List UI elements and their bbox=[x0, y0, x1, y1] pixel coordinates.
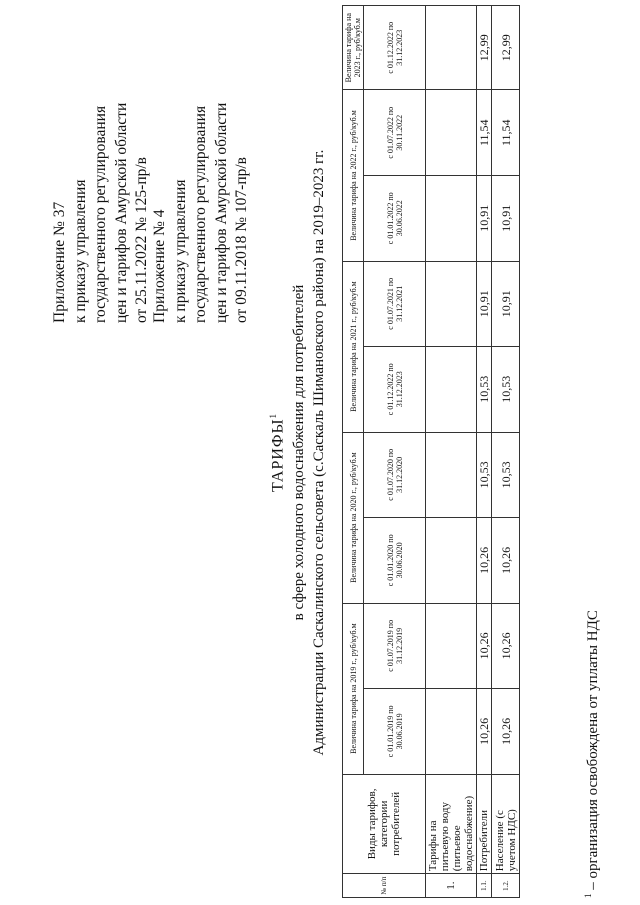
tariff-value: 12,99 bbox=[492, 6, 520, 90]
header-2020: Величина тарифа на 2020 г., руб/куб.м bbox=[343, 432, 364, 603]
title-subtitle-org: Администрации Саскалинского сельсовета (с.Саскаль Шимановского района) на 2019–2023 гг. bbox=[311, 149, 328, 756]
table-section-row bbox=[426, 6, 477, 898]
appendix-37-block bbox=[50, 103, 153, 323]
tariff-value: 11,54 bbox=[477, 90, 492, 176]
tariff-value: 11,54 bbox=[492, 90, 520, 176]
period-cell: с 01.01.2022 по 30.06.2022 bbox=[364, 176, 426, 262]
table-row bbox=[492, 6, 520, 898]
period-cell: с 01.07.2021 по 31.12.2021 bbox=[364, 261, 426, 347]
tariff-value: 10,26 bbox=[492, 689, 520, 775]
footnote bbox=[583, 610, 602, 898]
row-no: 1.1. bbox=[477, 874, 492, 898]
row-no: 1.2. bbox=[492, 874, 520, 898]
page-title-text: ТАРИФЫ bbox=[269, 418, 287, 493]
tariff-value: 10,53 bbox=[477, 347, 492, 433]
header-2023: Величина тарифа на 2023 г., руб/куб.м bbox=[343, 6, 364, 90]
tariff-value: 10,26 bbox=[492, 603, 520, 689]
tariff-value: 10,53 bbox=[492, 347, 520, 433]
table-period-row bbox=[364, 6, 426, 898]
tariff-value: 10,53 bbox=[492, 432, 520, 518]
tariff-value: 12,99 bbox=[477, 6, 492, 90]
appendix-4-line: цен и тарифов Амурской области bbox=[212, 102, 230, 323]
period-cell: с 01.01.2020 по 30.06.2020 bbox=[364, 518, 426, 604]
appendix-4-line: от 09.11.2018 № 107-пр/в bbox=[233, 157, 250, 323]
row-label: Потребители bbox=[477, 774, 492, 874]
header-no: № п/п bbox=[343, 874, 426, 898]
section-label: Тарифы на питьевую воду (питьевое водоснабжение) bbox=[426, 774, 477, 874]
period-cell: с 01.07.2022 по 30.11.2022 bbox=[364, 90, 426, 176]
tariff-value: 10,26 bbox=[477, 689, 492, 775]
title-footnote-mark: 1 bbox=[268, 412, 278, 419]
period-cell: с 01.01.2019 по 30.06.2019 bbox=[364, 689, 426, 775]
period-cell: с 01.07.2020 по 31.12.2020 bbox=[364, 432, 426, 518]
period-cell: с 01.12.2022 по 31.12.2023 bbox=[364, 347, 426, 433]
period-cell: с 01.07.2019 по 31.12.2019 bbox=[364, 603, 426, 689]
row-label: Население (с учетом НДС) bbox=[492, 774, 520, 874]
table-header-row bbox=[343, 6, 364, 898]
tariff-table bbox=[342, 5, 520, 898]
tariff-value: 10,91 bbox=[492, 176, 520, 262]
tariff-value: 10,91 bbox=[477, 261, 492, 347]
table-row bbox=[477, 6, 492, 898]
appendix-37-line: государственного регулирования bbox=[92, 105, 109, 323]
header-2019: Величина тарифа на 2019 г., руб/куб.м bbox=[343, 603, 364, 774]
appendix-4-line: к приказу управления bbox=[171, 179, 189, 323]
header-2022: Величина тарифа на 2022 г., руб/куб.м bbox=[343, 90, 364, 261]
appendix-37-line: цен и тарифов Амурской области bbox=[112, 102, 130, 323]
footnote-text: – организация освобождена от уплаты НДС bbox=[585, 610, 601, 894]
appendix-37-line: от 25.11.2022 № 125-пр/в bbox=[133, 157, 150, 323]
title-block bbox=[262, 0, 329, 905]
tariff-value: 10,26 bbox=[477, 603, 492, 689]
appendix-4-line: государственного регулирования bbox=[192, 105, 209, 323]
appendix-37-line: Приложение № 37 bbox=[51, 201, 68, 323]
title-subtitle: в сфере холодного водоснабжения для потребителей bbox=[291, 284, 308, 621]
tariff-value: 10,26 bbox=[492, 518, 520, 604]
appendix-4-block bbox=[150, 103, 253, 323]
tariff-value: 10,91 bbox=[492, 261, 520, 347]
page-title bbox=[262, 0, 289, 905]
section-no: 1. bbox=[426, 874, 477, 898]
appendix-4-line: Приложение № 4 bbox=[151, 209, 168, 323]
header-kinds: Виды тарифов, категории потребителей bbox=[343, 774, 426, 874]
header-2021: Величина тарифа на 2021 г., руб/куб.м bbox=[343, 261, 364, 432]
appendix-37-line: к приказу управления bbox=[71, 179, 89, 323]
tariff-value: 10,53 bbox=[477, 432, 492, 518]
tariff-value: 10,91 bbox=[477, 176, 492, 262]
tariff-value: 10,26 bbox=[477, 518, 492, 604]
footnote-mark: 1 bbox=[583, 893, 593, 898]
period-cell: с 01.12.2022 по 31.12.2023 bbox=[364, 6, 426, 90]
